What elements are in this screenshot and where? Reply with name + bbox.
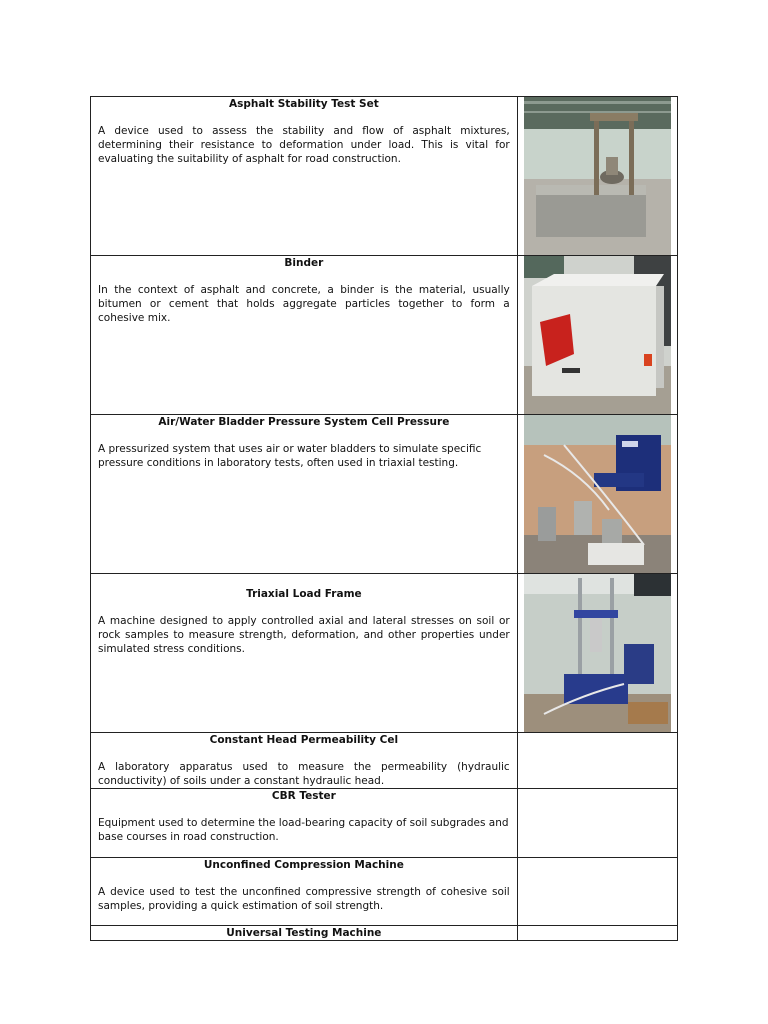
- item-title: Constant Head Permeability Cel: [209, 734, 399, 746]
- table-row: [91, 574, 678, 733]
- text-cell: [91, 415, 518, 574]
- item-title: Universal Testing Machine: [226, 927, 382, 939]
- equipment-table: [90, 96, 678, 941]
- empty-image-cell: [517, 858, 677, 926]
- image-cell: [517, 97, 677, 256]
- text-cell: [91, 733, 518, 789]
- table-row: [91, 733, 678, 789]
- empty-image-cell: [517, 733, 677, 789]
- asphalt-stability-apparatus-photo: [524, 97, 671, 255]
- triaxial-load-frame-photo: [524, 574, 671, 732]
- image-cell: [517, 256, 677, 415]
- item-description: Equipment used to determine the load-bearing capacity of soil subgrades and base courses in road construction.: [98, 817, 509, 843]
- table-row: [91, 415, 678, 574]
- item-title: Binder: [284, 257, 324, 269]
- text-cell: [91, 789, 518, 858]
- text-cell: [91, 926, 518, 941]
- item-description: A pressurized system that uses air or water bladders to simulate specific pressure conditions in laboratory tests, often used in triaxial testing.: [98, 443, 482, 469]
- item-title: Unconfined Compression Machine: [203, 859, 404, 871]
- empty-image-cell: [517, 926, 677, 941]
- pressure-system-panel-photo: [524, 415, 671, 573]
- text-cell: [91, 574, 518, 733]
- item-description: A device used to assess the stability and flow of asphalt mixtures, determining their resistance to deformation under load. This is vital for evaluating the suitability of asphalt for road construction.: [98, 125, 510, 165]
- table-row: [91, 926, 678, 941]
- binder-oven-photo: [524, 256, 671, 414]
- item-description: A laboratory apparatus used to measure the permeability (hydraulic conductivity) of soils under a constant hydraulic head.: [98, 761, 510, 787]
- image-cell: [517, 574, 677, 733]
- item-title: Triaxial Load Frame: [246, 588, 362, 600]
- item-description: In the context of asphalt and concrete, a binder is the material, usually bitumen or cement that holds aggregate particles together to form a cohesive mix.: [98, 284, 510, 324]
- text-cell: [91, 256, 518, 415]
- table-row: [91, 789, 678, 858]
- text-cell: [91, 97, 518, 256]
- item-title: Asphalt Stability Test Set: [228, 98, 379, 110]
- table-row: [91, 858, 678, 926]
- item-title: Air/Water Bladder Pressure System Cell Pressure: [158, 416, 450, 428]
- item-title: CBR Tester: [271, 790, 336, 802]
- empty-image-cell: [517, 789, 677, 858]
- table-row: [91, 97, 678, 256]
- table-row: [91, 256, 678, 415]
- text-cell: [91, 858, 518, 926]
- item-description: A device used to test the unconfined compressive strength of cohesive soil samples, providing a quick estimation of soil strength.: [98, 886, 510, 912]
- item-description: A machine designed to apply controlled axial and lateral stresses on soil or rock samples to measure strength, deformation, and other properties under simulated stress conditions.: [98, 615, 510, 655]
- image-cell: [517, 415, 677, 574]
